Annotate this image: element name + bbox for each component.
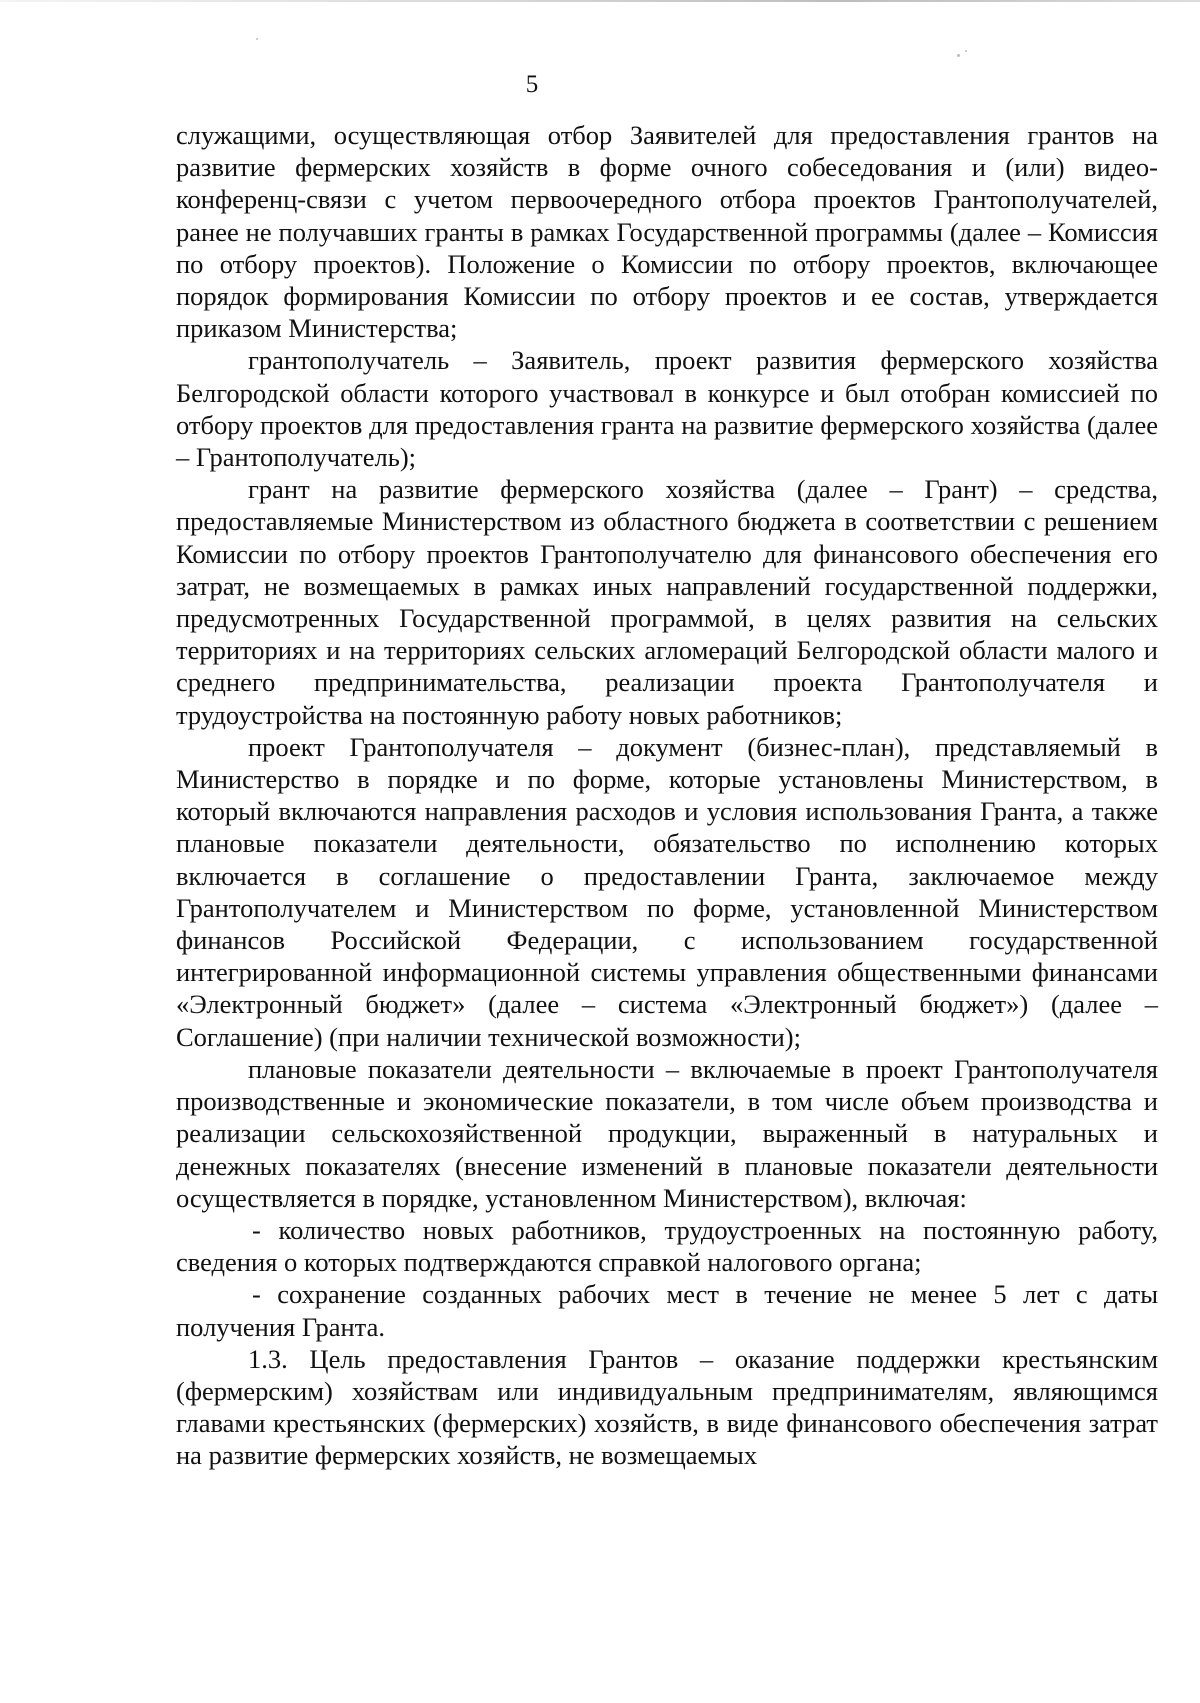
page-number: 5 (525, 71, 539, 98)
list-item-new-workers: - количество новых работников, трудоустроенных на постоянную работу, сведения о которых подтверждаются справкой налогового органа; (176, 1214, 1158, 1278)
paragraph-project-definition: проект Грантополучателя – документ (бизнес-план), представляемый в Министерство в порядке и по форме, которые установлены Министерством, в который включаются направления расходов и условия использования Гранта, а также плановые показатели деятельности, обязательство по исполнению которых включается в соглашение о предоставлении Гранта, заключаемое между Грантополучателем и Министерством по форме, установленной Министерством финансов Российской Федерации, с использованием государственной интегрированной информационной системы управления общественными финансами «Электронный бюджет» (далее – система «Электронный бюджет») (далее – Соглашение) (при наличии технической возможности); (176, 731, 1158, 1052)
scan-speck (965, 50, 967, 52)
paragraph-grant-recipient-definition: грантополучатель – Заявитель, проект развития фермерского хозяйства Белгородской области которого участвовал в конкурсе и был отобран комиссией по отбору проектов для предоставления гранта на развитие фермерского хозяйства (далее – Грантополучатель); (176, 345, 1158, 473)
scan-speck (957, 54, 960, 57)
scan-speck (256, 38, 258, 40)
paragraph-purpose-section-1-3: 1.3. Цель предоставления Грантов – оказание поддержки крестьянским (фермерским) хозяйствам или индивидуальным предпринимателям, являющимся главами крестьянских (фермерских) хозяйств, в виде финансового обеспечения затрат на развитие фермерских хозяйств, не возмещаемых (176, 1343, 1158, 1471)
paragraph-planned-indicators-definition: плановые показатели деятельности – включаемые в проект Грантополучателя производственные и экономические показатели, в том числе объем производства и реализации сельскохозяйственной продукции, выраженный в натуральных и денежных показателях (внесение изменений в плановые показатели деятельности осуществляется в порядке, установленном Министерством), включая: (176, 1053, 1158, 1213)
paragraph-commission-continued: служащими, осуществляющая отбор Заявителей для предоставления грантов на развитие фермерских хозяйств в форме очного собеседования и (или) видео-конференц-связи с учетом первоочередного отбора проектов Грантополучателей, ранее не получавших гранты в рамках Государственной программы (далее – Комиссия по отбору проектов). Положение о Комиссии по отбору проектов, включающее порядок формирования Комиссии по отбору проектов и ее состав, утверждается приказом Министерства; (176, 120, 1158, 344)
list-item-job-retention: - сохранение созданных рабочих мест в течение не менее 5 лет с даты получения Гранта. (176, 1279, 1158, 1342)
document-body (176, 119, 1158, 1472)
paragraph-grant-definition: грант на развитие фермерского хозяйства (далее – Грант) – средства, предоставляемые Министерством из областного бюджета в соответствии с решением Комиссии по отбору проектов Грантополучателю для финансового обеспечения его затрат, не возмещаемых в рамках иных направлений государственной поддержки, предусмотренных Государственной программой, в целях развития на сельских территориях и на территориях сельских агломераций Белгородской области малого и среднего предпринимательства, реализации проекта Грантополучателя и трудоустройства на постоянную работу новых работников; (176, 474, 1158, 730)
scan-top-edge (0, 0, 1200, 2)
